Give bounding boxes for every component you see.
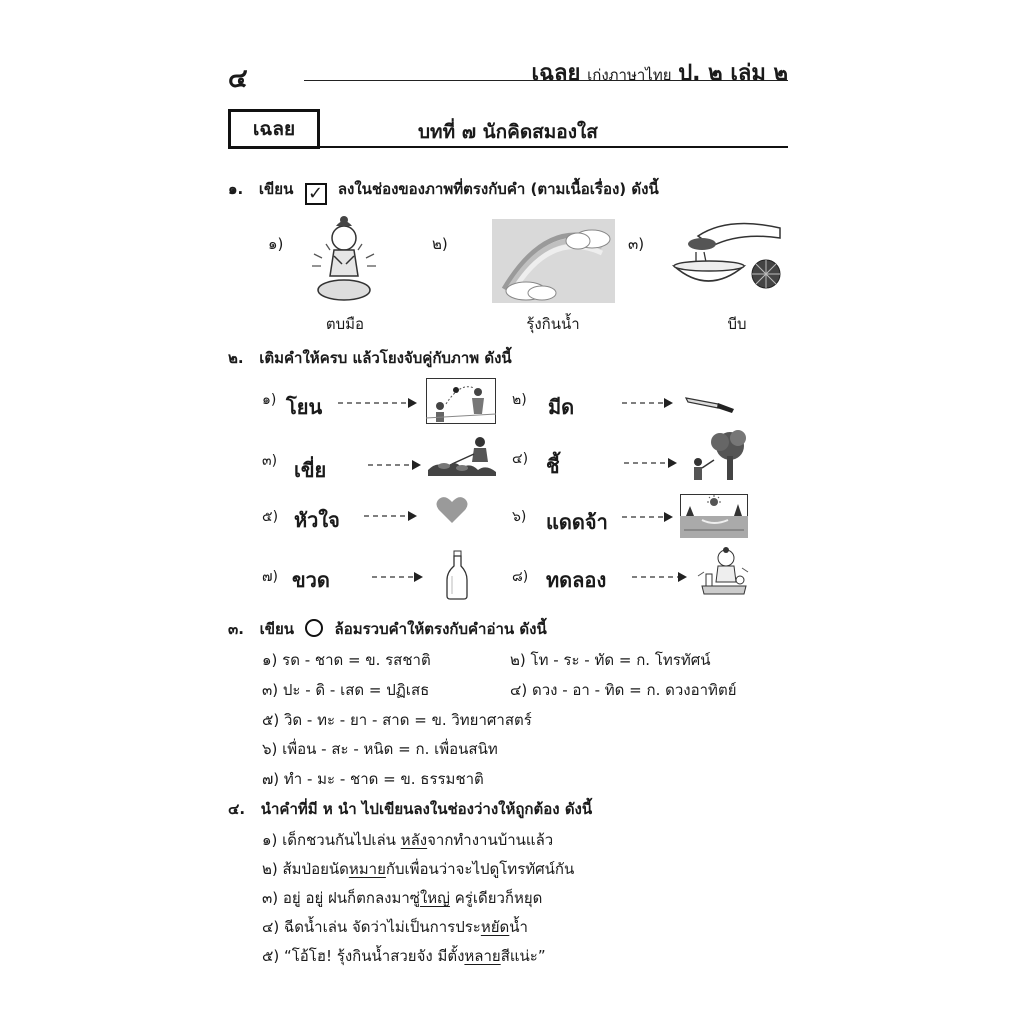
- q4-line-1-pre: ๑) เด็กชวนกันไปเล่น: [262, 831, 401, 849]
- page-number: ๔: [228, 64, 248, 94]
- q1-item-1-caption: ตบมือ: [325, 315, 365, 333]
- q3-line-2: ๒) โท - ระ - ทัด = ก. โทรทัศน์: [510, 651, 711, 669]
- q2-item-5-word: หัวใจ: [294, 508, 340, 532]
- q4-line-1-answer: หลัง: [400, 831, 428, 849]
- q4-line-1: [262, 828, 553, 852]
- q4-line-4-answer: หยัด: [480, 918, 510, 936]
- q4-line-2-answer: หมาย: [348, 860, 386, 878]
- q2-item-4-number: ๔): [512, 451, 529, 467]
- q3-line-5: ๕) วิด - ทะ - ยา - สาด = ข. วิทยาศาสตร์: [262, 711, 532, 729]
- q4-line-3-post: ครู่เดียวก็หยุด: [449, 889, 543, 907]
- experiment-icon: [696, 546, 752, 596]
- poking-leaves-icon: [428, 434, 496, 476]
- q2-item-4-word: ชี้: [546, 454, 560, 478]
- checkbox-icon: ✓: [305, 183, 327, 205]
- sunny-landscape-icon: [680, 494, 748, 538]
- pointing-at-tree-icon: [688, 430, 748, 482]
- q4-line-1-post: จากทำงานบ้านแล้ว: [427, 831, 554, 849]
- question-4-text: นำคำที่มี ห นำ ไปเขียนลงในช่องว่างให้ถูกต้อง ดังนี้: [260, 800, 593, 818]
- q4-line-2: [262, 857, 574, 881]
- dashed-arrow: [338, 397, 418, 409]
- q2-item-3-word: เขี่ย: [294, 458, 327, 482]
- q2-item-7-word: ขวด: [292, 568, 330, 592]
- q2-item-1-word: โยน: [286, 395, 323, 419]
- q2-item-7-number: ๗): [262, 569, 278, 585]
- dashed-arrow: [622, 397, 674, 409]
- dashed-arrow: [368, 459, 422, 471]
- question-4-heading: [228, 797, 592, 821]
- q1-item-3-number: ๓): [628, 235, 645, 253]
- q1-item-1-number: ๑): [268, 235, 284, 253]
- question-1-heading: [228, 177, 659, 205]
- question-3-number: ๓.: [228, 620, 244, 638]
- knife-icon: [684, 392, 736, 414]
- q3-line-6: ๖) เพื่อน - สะ - หนิด = ก. เพื่อนสนิท: [262, 740, 498, 758]
- q4-line-4-pre: ๔) ฉีดน้ำเล่น จัดว่าไม่เป็นการประ: [262, 918, 481, 936]
- q2-item-6-word: แดดจ้า: [546, 510, 608, 534]
- question-3-text-after: ล้อมรวบคำให้ตรงกับคำอ่าน ดังนี้: [334, 620, 547, 638]
- bottle-icon: [444, 550, 470, 600]
- q3-line-3: ๓) ปะ - ดิ - เสด = ปฏิเสธ: [262, 681, 430, 699]
- q2-item-8-word: ทดลอง: [546, 568, 607, 592]
- q2-item-2-word: มีด: [548, 395, 575, 419]
- question-1-text-before: เขียน: [258, 180, 294, 198]
- q2-item-6-number: ๖): [512, 509, 527, 525]
- heart-icon: [436, 496, 468, 524]
- answer-key-box: เฉลย: [228, 109, 320, 149]
- q4-line-3-pre: ๓) อยู่ อยู่ ฝนก็ตกลงมาซู่: [262, 889, 420, 907]
- q3-line-4: ๔) ดวง - อา - ทิด = ก. ดวงอาทิตย์: [510, 681, 737, 699]
- q4-line-2-pre: ๒) ส้มป่อยนัด: [262, 860, 349, 878]
- question-4-number: ๔.: [228, 800, 246, 818]
- q4-line-2-post: กับเพื่อนว่าจะไปดูโทรทัศน์กัน: [385, 860, 575, 878]
- dashed-arrow: [632, 571, 688, 583]
- q1-item-3-caption: บีบ: [727, 315, 747, 333]
- q4-line-3: [262, 886, 542, 910]
- q4-line-5: [262, 944, 546, 968]
- header-title: [532, 55, 788, 90]
- circle-icon: [305, 619, 323, 637]
- lesson-title: บทที่ ๗ นักคิดสมองใส: [418, 121, 598, 143]
- question-2-text: เติมคำให้ครบ แล้วโยงจับคู่กับภาพ ดังนี้: [259, 349, 512, 367]
- header-title-main: เฉลย: [531, 61, 581, 86]
- question-2-number: ๒.: [228, 349, 244, 367]
- question-1-number: ๑.: [228, 180, 244, 198]
- header-title-book: เก่งภาษาไทย: [587, 66, 672, 84]
- q2-item-1-number: ๑): [262, 392, 277, 408]
- dashed-arrow: [364, 510, 418, 522]
- squeezing-lime-icon: [668, 214, 784, 296]
- dashed-arrow: [372, 571, 424, 583]
- q2-item-5-number: ๕): [262, 509, 279, 525]
- header-title-grade: ป. ๒ เล่ม ๒: [678, 61, 788, 86]
- q4-line-4-post: น้ำ: [509, 918, 528, 936]
- q1-item-2-number: ๒): [432, 235, 448, 253]
- dashed-arrow: [624, 457, 678, 469]
- q4-line-3-answer: ใหญ่: [419, 889, 450, 907]
- q3-line-1: ๑) รด - ชาด = ข. รสชาติ: [262, 651, 431, 669]
- q4-line-5-answer: หลาย: [464, 947, 501, 965]
- q4-line-5-pre: ๕) “โอ้โฮ! รุ้งกินน้ำสวยจัง มีตั้ง: [262, 947, 465, 965]
- q3-line-7: ๗) ทำ - มะ - ชาด = ข. ธรรมชาติ: [262, 770, 484, 788]
- q2-item-2-number: ๒): [512, 392, 527, 408]
- question-2-heading: [228, 346, 512, 370]
- q2-item-3-number: ๓): [262, 453, 278, 469]
- q4-line-5-post: สีแน่ะ”: [500, 947, 546, 965]
- question-3-text-before: เขียน: [259, 620, 295, 638]
- rainbow-icon: [492, 219, 615, 303]
- question-1-text-after: ลงในช่องของภาพที่ตรงกับคำ (ตามเนื้อเรื่อง) ดังนี้: [337, 180, 659, 198]
- throwing-ball-icon: [426, 378, 496, 424]
- dashed-arrow: [622, 511, 674, 523]
- question-3-heading: [228, 617, 547, 641]
- q2-item-8-number: ๘): [512, 569, 529, 585]
- clapping-child-icon: [306, 214, 382, 306]
- q4-line-4: [262, 915, 528, 939]
- q1-item-2-caption: รุ้งกินน้ำ: [526, 315, 580, 333]
